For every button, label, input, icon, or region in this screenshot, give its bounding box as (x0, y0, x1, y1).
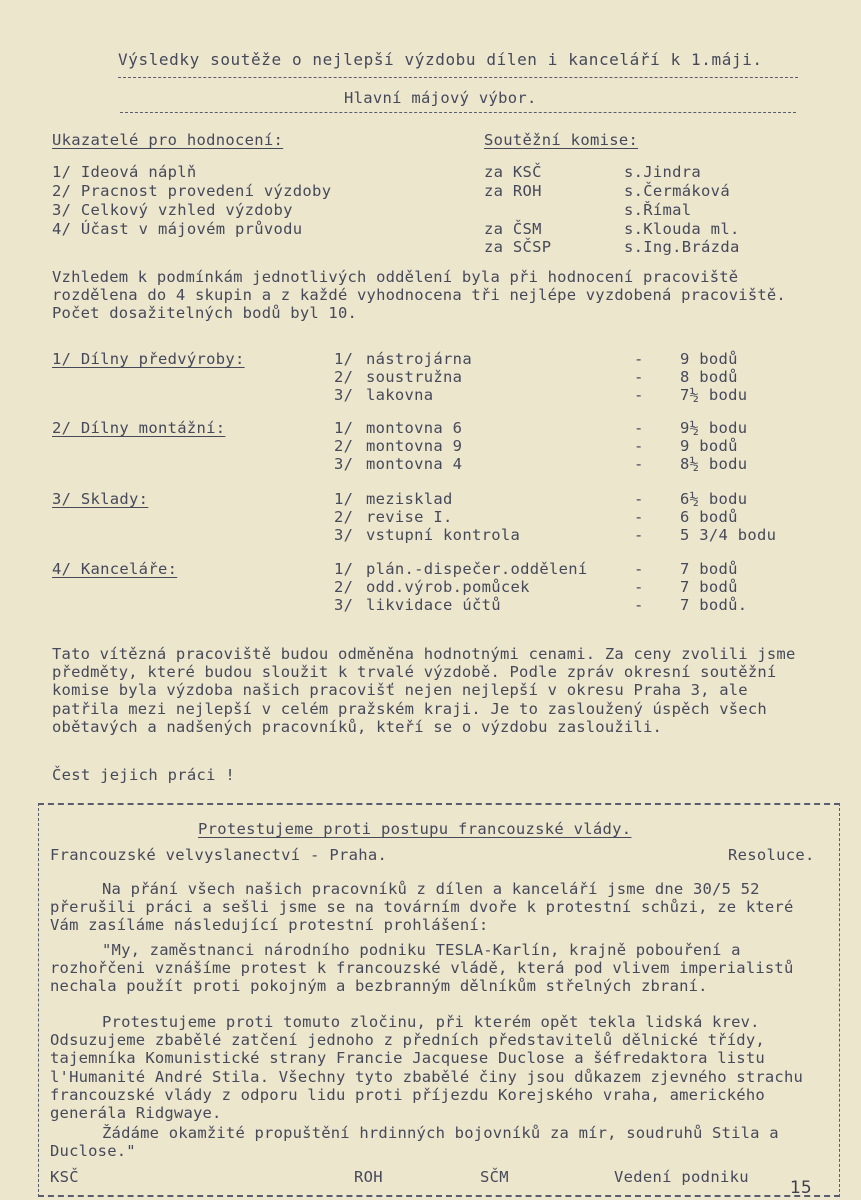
result-dash: - (634, 437, 644, 455)
result-dash: - (634, 350, 644, 368)
commission-org: za KSČ (484, 163, 542, 181)
commission-member: s.Římal (624, 201, 692, 219)
resolution-heading: Protestujeme proti postupu francouzské vlády. (198, 820, 632, 838)
result-dash: - (634, 508, 644, 526)
result-dash: - (634, 386, 644, 404)
result-rank: 3/ (334, 596, 354, 614)
document-subtitle: Hlavní májový výbor. (344, 89, 537, 107)
result-name: vstupní kontrola (366, 526, 521, 544)
signature-scm: SČM (480, 1168, 509, 1186)
result-points: 7 bodů (680, 578, 738, 596)
resolution-paragraph: Na přání všech našich pracovníků z dílen a kanceláří jsme dne 30/5 52 přerušili práci a sešli jsme se na továrním dvoře k protestní schůzi, ze které Vám zasíláme následující protestní prohlášení: (50, 880, 794, 935)
group-label: 2/ Dílny montážní: (52, 419, 226, 437)
result-name: lakovna (366, 386, 434, 404)
commission-member: s.Ing.Brázda (624, 238, 740, 256)
intro-paragraph: Vzhledem k podmínkám jednotlivých oddělení byla při hodnocení pracoviště rozdělena do 4 skupin a z každé vyhodnocena tři nejlépe vyzdobená pracoviště. Počet dosažitelných bodů byl 10. (52, 268, 786, 323)
result-dash: - (634, 596, 644, 614)
signature-ksc: KSČ (50, 1168, 79, 1186)
result-name: odd.výrob.pomůcek (366, 578, 530, 596)
commission-member: s.Klouda ml. (624, 220, 740, 238)
result-rank: 3/ (334, 386, 354, 404)
result-dash: - (634, 455, 644, 473)
page-number: 15 (790, 1178, 812, 1198)
criteria-item: 3/ Celkový vzhled výzdoby (52, 201, 293, 219)
subtitle-rule (120, 112, 796, 113)
result-points: 9 bodů (680, 350, 738, 368)
commission-org: za ROH (484, 182, 542, 200)
criteria-item: 1/ Ideová náplň (52, 163, 197, 181)
result-points: 8 bodů (680, 368, 738, 386)
commission-member: s.Čermáková (624, 182, 730, 200)
document-title: Výsledky soutěže o nejlepší výzdobu dílen i kanceláří k 1.máji. (118, 50, 763, 69)
criteria-heading: Ukazatelé pro hodnocení: (52, 131, 284, 149)
result-points: 7 bodů. (680, 596, 748, 614)
result-name: likvidace účtů (366, 596, 501, 614)
signature-management: Vedení podniku (614, 1168, 749, 1186)
result-dash: - (634, 490, 644, 508)
result-dash: - (634, 578, 644, 596)
title-rule (118, 77, 798, 78)
result-name: revise I. (366, 508, 453, 526)
result-points: 9 bodů (680, 437, 738, 455)
commission-org: za ČSM (484, 220, 542, 238)
resolution-paragraph: Žádáme okamžité propuštění hrdinných bojovníků za mír, soudruhů Stila a Duclose." (50, 1124, 779, 1161)
result-rank: 3/ (334, 526, 354, 544)
result-name: nástrojárna (366, 350, 472, 368)
result-points: 8½ bodu (680, 455, 748, 473)
result-rank: 2/ (334, 508, 354, 526)
result-rank: 1/ (334, 350, 354, 368)
result-name: montovna 4 (366, 455, 463, 473)
resolution-addressee: Francouzské velvyslanectví - Praha. (50, 846, 388, 864)
result-dash: - (634, 560, 644, 578)
criteria-item: 2/ Pracnost provedení výzdoby (52, 182, 332, 200)
result-rank: 1/ (334, 419, 354, 437)
result-dash: - (634, 368, 644, 386)
result-points: 9½ bodu (680, 419, 748, 437)
resolution-type: Resoluce. (728, 846, 815, 864)
commission-member: s.Jindra (624, 163, 702, 181)
result-dash: - (634, 526, 644, 544)
result-points: 7 bodů (680, 560, 738, 578)
group-label: 1/ Dílny předvýroby: (52, 350, 245, 368)
group-label: 4/ Kanceláře: (52, 560, 178, 578)
result-points: 7½ bodu (680, 386, 748, 404)
result-name: montovna 6 (366, 419, 463, 437)
resolution-paragraph: "My, zaměstnanci národního podniku TESLA-Karlín, krajně pobouření a rozhořčeni vznášíme protest k francouzské vládě, která pod vlivem imperialistů nechala použít proti pokojným a bezbranným dělníkům střelných zbraní. (50, 941, 794, 996)
result-rank: 1/ (334, 490, 354, 508)
result-name: plán.-dispečer.oddělení (366, 560, 588, 578)
result-name: soustružna (366, 368, 463, 386)
result-rank: 2/ (334, 368, 354, 386)
group-label: 3/ Sklady: (52, 490, 149, 508)
result-name: mezisklad (366, 490, 453, 508)
result-name: montovna 9 (366, 437, 463, 455)
result-rank: 1/ (334, 560, 354, 578)
result-rank: 2/ (334, 578, 354, 596)
result-dash: - (634, 419, 644, 437)
commission-heading: Soutěžní komise: (484, 131, 639, 149)
resolution-paragraph: Protestujeme proti tomuto zločinu, při kterém opět tekla lidská krev. Odsuzujeme zbabělé zatčení jednoho z předních představitelů dělnické třídy, tajemníka Komunistické strany Francie Jacquese Duclose a šéfredaktora listu l'Humanité André Stila. Všechny tyto zbabělé činy jsou důkazem zjevného strachu francouzské vlády z odporu lidu proti příjezdu Korejského vraha, amerického generála Ridgwaye. (50, 1013, 804, 1123)
result-points: 6½ bodu (680, 490, 748, 508)
result-rank: 2/ (334, 437, 354, 455)
closing-paragraph: Tato vítězná pracoviště budou odměněna hodnotnými cenami. Za ceny zvolili jsme předměty, které budou sloužit k trvalé výzdobě. Podle zpráv okresní soutěžní komise byla výzdoba našich pracovišť nejen nejlepší v okresu Praha 3, ale patřila mezi nejlepší v celém pražském kraji. Je to zasloužený úspěch všech obětavých a nadšených pracovníků, kteří se o výzdobu zasloužili. (52, 645, 796, 736)
result-points: 6 bodů (680, 508, 738, 526)
result-points: 5 3/4 bodu (680, 526, 777, 544)
result-rank: 3/ (334, 455, 354, 473)
criteria-item: 4/ Účast v májovém průvodu (52, 220, 303, 238)
commission-org: za SČSP (484, 238, 552, 256)
signature-roh: ROH (354, 1168, 383, 1186)
honor-line: Čest jejich práci ! (52, 766, 236, 784)
